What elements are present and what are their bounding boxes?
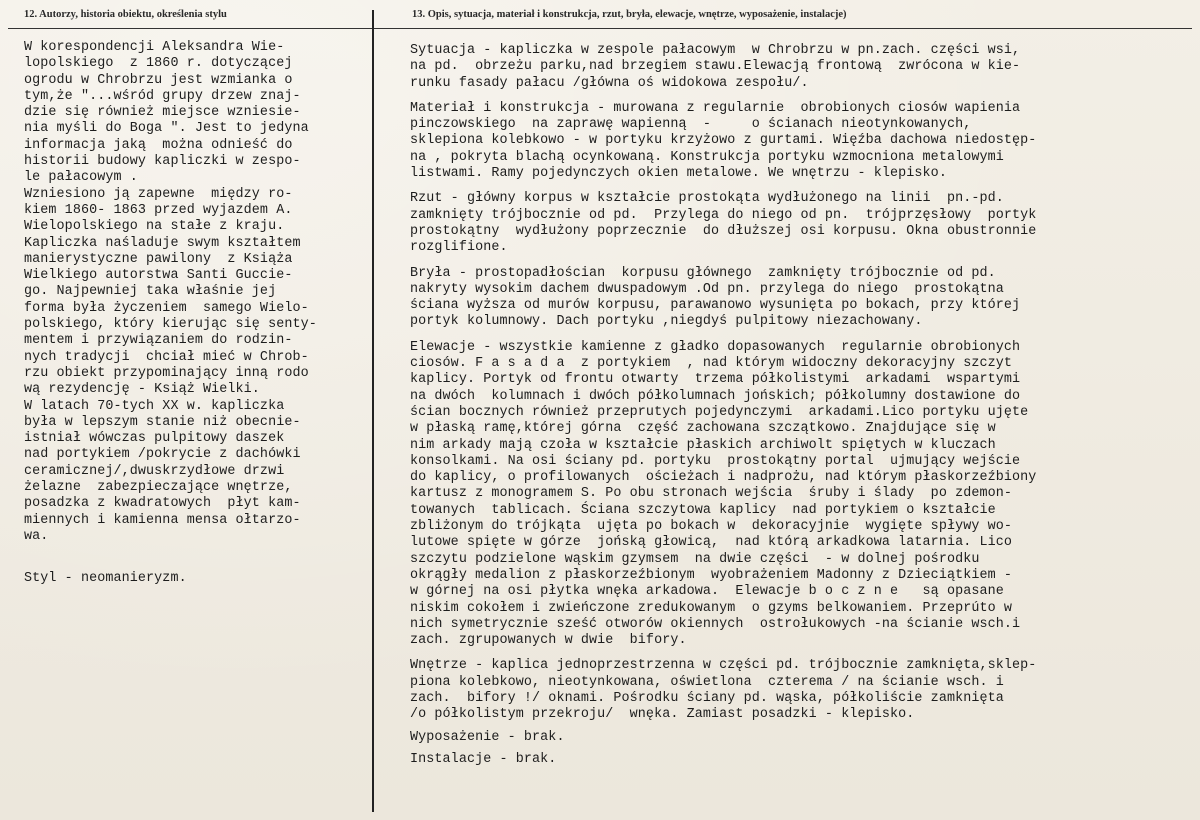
- paragraph-line: Materiał i konstrukcja - murowana z regularnie obrobionych ciosów wapienia: [410, 100, 1021, 116]
- paragraph-line: zbliżonym do trójkąta ujęta po bokach w dekoracyjnie wygięte spływy wo-: [410, 519, 1013, 535]
- history-line: tym,że "...wśród grupy drzew znaj-: [24, 88, 301, 104]
- paragraph-line: rozglifione.: [410, 240, 508, 256]
- history-line: go. Najpewniej taka właśnie jej: [24, 284, 277, 300]
- history-line: kiem 1860- 1863 przed wyjazdem A.: [24, 202, 293, 218]
- history-line: ceramicznej/,dwuskrzydłowe drzwi: [24, 463, 285, 479]
- history-line: W korespondencji Aleksandra Wie-: [24, 40, 285, 55]
- field-12-header: 12. Autorzy, historia obiektu, określenia stylu: [24, 9, 227, 20]
- history-line: rzu obiekt przypominający inną rodo: [24, 365, 309, 381]
- paragraph-line: Instalacje - brak.: [410, 751, 557, 767]
- paragraph-line: nim arkady mają czoła w kształcie płaskich archiwolt spiętych w kluczach: [410, 437, 996, 453]
- paragraph-line: Elewacje - wszystkie kamienne z gładko dopasowanych regularnie obrobionych: [410, 339, 1021, 355]
- history-line: Wielopolskiego na stałe z kraju.: [24, 219, 285, 235]
- paragraph-line: ściana wyższa od murów korpusu, parawanowo wysunięta po bokach, przy której: [410, 298, 1021, 314]
- history-line: W latach 70-tych XX w. kapliczka: [24, 398, 285, 414]
- history-line: posadzka z kwadratowych płyt kam-: [24, 496, 301, 512]
- paragraph-line: nich symetrycznie sześć otworów okiennych ostrołukowych -na ścianie wsch.i: [410, 616, 1021, 632]
- paragraph-line: Wnętrze - kaplica jednoprzestrzenna w części pd. trójbocznie zamknięta,sklep-: [410, 658, 1037, 674]
- history-line: forma była życzeniem samego Wielo-: [24, 300, 309, 316]
- paragraph-line: sklepiona kolebkowo - w portyku krzyżowo z gurtami. Więźba dachowa niedostęp-: [410, 133, 1037, 149]
- paragraph-line: do kaplicy, o profilowanych ościeżach i nadprożu, nad którym płaskorzeźbiony: [410, 470, 1037, 486]
- history-line: Kapliczka naśladuje swym kształtem: [24, 235, 301, 251]
- history-line: ogrodu w Chrobrzu jest wzmianka o: [24, 72, 293, 88]
- massing-paragraph: [410, 266, 1195, 331]
- history-line: żelazne zabezpieczające wnętrze,: [24, 480, 293, 496]
- description-column: [410, 43, 1195, 774]
- header-rule: [8, 28, 1192, 29]
- paragraph-line: na dwóch kolumnach i dwóch półkolumnach jońskich; półkolumny dostawione do: [410, 388, 1021, 404]
- history-line: dzie się również miejsce wzniesie-: [24, 105, 301, 121]
- paragraph-line: Bryła - prostopadłościan korpusu głównego zamknięty trójbocznie od pd.: [410, 265, 996, 281]
- installations-paragraph: [410, 752, 1195, 768]
- paragraph-line: na , pokryta blachą ocynkowaną. Konstrukcja portyku wzmocniona metalowymi: [410, 149, 1004, 165]
- history-line: wą rezydencję - Książ Wielki.: [24, 382, 260, 398]
- paragraph-line: lutowe spięte w górze jońską głowicą, nad którą arkadkowa latarnia. Lico: [410, 535, 1013, 551]
- history-line: manierystyczne pawilony z Książa: [24, 251, 293, 267]
- paragraph-line: w górnej na osi płytka wnęka arkadowa. Elewacje b o c z n e są opasane: [410, 584, 1004, 600]
- history-line: historii budowy kapliczki w zespo-: [24, 154, 301, 170]
- situation-paragraph: [410, 43, 1195, 92]
- paragraph-line: kaplicy. Portyk od frontu otwarty trzema półkolistymi arkadami wspartymi: [410, 372, 1021, 388]
- paragraph-line: niskim cokołem i zwieńczone zredukowanym o gzyms belkowaniem. Przeprúto w: [410, 600, 1013, 616]
- history-line: miennych i kamienna mensa ołtarzo-: [24, 512, 301, 528]
- history-line: istniał wówczas pulpitowy daszek: [24, 431, 285, 447]
- paragraph-line: w płaską ramę,której górna część zachowana szczątkowo. Znajdujące się w: [410, 421, 996, 437]
- history-line: nia myśli do Boga ". Jest to jedyna: [24, 121, 309, 137]
- paragraph-line: nakryty wysokim dachem dwuspadowym .Od pn. przylega do niego prostokątna: [410, 281, 1004, 297]
- paragraph-line: Wyposażenie - brak.: [410, 729, 565, 745]
- history-column: [24, 40, 369, 588]
- paragraph-line: Rzut - główny korpus w kształcie prostokąta wydłużonego na linii pn.-pd.: [410, 191, 1004, 207]
- paragraph-line: kartusz z monogramem S. Po obu stronach wejścia śruby i ślady po zdemon-: [410, 486, 1013, 502]
- paragraph-line: Sytuacja - kapliczka w zespole pałacowym w Chrobrzu w pn.zach. części wsi,: [410, 43, 1021, 58]
- history-line: wa.: [24, 528, 49, 544]
- paragraph-line: zamknięty trójbocznie od pd. Przylega do niego od pn. trójprzęsłowy portyk: [410, 207, 1037, 223]
- paragraph-line: konsolkami. Na osi ściany pd. portyku prostokątny portal ujmujący wejście: [410, 453, 1021, 469]
- paragraph-line: towanych tablicach. Ściana szczytowa kaplicy nad portykiem o kształcie: [410, 502, 996, 518]
- paragraph-line: ciosów. F a s a d a z portykiem , nad którym widoczny dekoracyjny szczyt: [410, 356, 1013, 372]
- history-text: [24, 40, 369, 545]
- interior-paragraph: [410, 658, 1195, 723]
- furnishing-paragraph: [410, 730, 1195, 746]
- paragraph-line: pinczowskiego na zaprawę wapienną - o ścianach nieotynkowanych,: [410, 117, 972, 133]
- paragraph-line: listwami. Ramy pojedynczych okien metalowe. We wnętrzu - klepisko.: [410, 166, 947, 182]
- history-line: mentem i przywiązaniem do rodzin-: [24, 333, 293, 349]
- paragraph-line: okrągły medalion z płaskorzeźbionym wyobrażeniem Madonny z Dzieciątkiem -: [410, 567, 1013, 583]
- column-divider: [372, 10, 374, 812]
- history-line: le pałacowym .: [24, 170, 138, 186]
- paragraph-line: portyk kolumnowy. Dach portyku ,niegdyś pulpitowy niezachowany.: [410, 314, 923, 330]
- paragraph-line: szczytu podzielone wąskim gzymsem na dwie części - w dolnej pośrodku: [410, 551, 980, 567]
- paragraph-line: na pd. obrzeżu parku,nad brzegiem stawu.Elewacją frontową zwrócona w kie-: [410, 59, 1021, 75]
- history-line: Wzniesiono ją zapewne między ro-: [24, 186, 293, 202]
- style-line: Styl - neomanieryzm.: [24, 571, 187, 587]
- history-line: Wielkiego autorstwa Santi Guccie-: [24, 268, 293, 284]
- material-paragraph: [410, 101, 1195, 182]
- plan-paragraph: [410, 191, 1195, 256]
- history-line: nad portykiem /pokrycie z dachówki: [24, 447, 301, 463]
- history-line: nych tradycji chciał mieć w Chrob-: [24, 349, 309, 365]
- paragraph-line: runku fasady pałacu /główna oś widokowa zespołu/.: [410, 75, 809, 91]
- history-line: polskiego, który kierując się senty-: [24, 317, 317, 333]
- paragraph-line: ścian bocznych również przeprutych pojedynczymi arkadami.Lico portyku ujęte: [410, 404, 1029, 420]
- history-line: informacja jaką można odnieść do: [24, 137, 293, 153]
- paragraph-line: zach. zgrupowanych w dwie bifory.: [410, 633, 687, 649]
- history-line: lopolskiego z 1860 r. dotyczącej: [24, 56, 293, 72]
- paragraph-line: zach. bifory !/ oknami. Pośrodku ściany pd. wąska, półkoliście zamknięta: [410, 690, 1004, 706]
- field-13-header: 13. Opis, sytuacja, materiał i konstrukcja, rzut, bryła, elewacje, wnętrze, wyposażenie, instalacje): [412, 9, 847, 20]
- paragraph-line: /o półkolistym przekroju/ wnęka. Zamiast posadzki - klepisko.: [410, 707, 915, 723]
- paragraph-line: prostokątny wydłużony poprzecznie do dłuższej osi korpusu. Okna obustronnie: [410, 223, 1037, 239]
- elevations-paragraph: [410, 340, 1195, 650]
- paragraph-line: piona kolebkowo, nieotynkowana, oświetlona czterema / na ścianie wsch. i: [410, 674, 1004, 690]
- history-line: była w lepszym stanie niż obecnie-: [24, 414, 301, 430]
